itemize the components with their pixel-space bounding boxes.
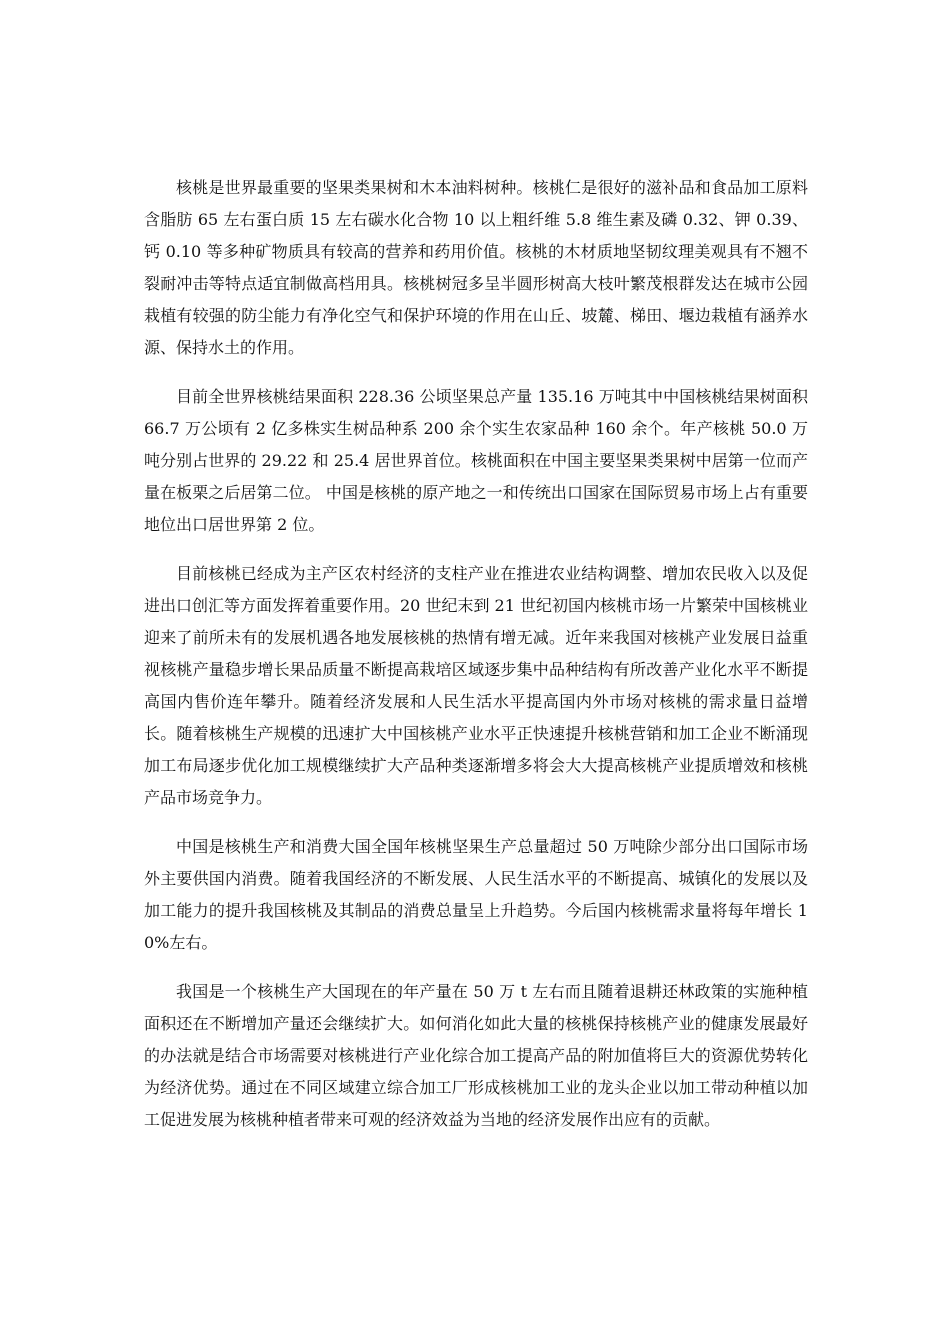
paragraph-processing-outlook: 我国是一个核桃生产大国现在的年产量在 50 万 t 左右而且随着退耕还林政策的实施种植面积还在不断增加产量还会继续扩大。如何消化如此大量的核桃保持核桃产业的健康发展最好的办法就是结合市场需要对核桃进行产业化综合加工提高产品的附加值将巨大的资源优势转化为经济优势。通过在不同区域建立综合加工厂形成核桃加工业的龙头企业以加工带动种植以加工促进发展为核桃种植者带来可观的经济效益为当地的经济发展作出应有的贡献。 bbox=[144, 982, 808, 1129]
paragraph-nutrition-value: 核桃是世界最重要的坚果类果树和木本油料树种。核桃仁是很好的滋补品和食品加工原料含脂肪 65 左右蛋白质 15 左右碳水化合物 10 以上粗纤维 5.8 维生素及磷 0.32、钾 0.39、钙 0.10 等多种矿物质具有较高的营养和药用价值。核桃的木材质地坚韧纹理美观具有不翘不裂耐冲击等特点适宜制做高档用具。核桃树冠多呈半圆形树高大枝叶繁茂根群发达在城市公园栽植有较强的防尘能力有净化空气和保护环境的作用在山丘、坡麓、梯田、堰边栽植有涵养水源、保持水土的作用。 bbox=[144, 178, 808, 357]
paragraph-industry-development: 目前核桃已经成为主产区农村经济的支柱产业在推进农业结构调整、增加农民收入以及促进出口创汇等方面发挥着重要作用。20 世纪末到 21 世纪初国内核桃市场一片繁荣中国核桃业迎来了前所未有的发展机遇各地发展核桃的热情有增无减。近年来我国对核桃产业发展日益重视核桃产量稳步增长果品质量不断提高栽培区域逐步集中品种结构有所改善产业化水平不断提高国内售价连年攀升。随着经济发展和人民生活水平提高国内外市场对核桃的需求量日益增长。随着核桃生产规模的迅速扩大中国核桃产业水平正快速提升核桃营销和加工企业不断涌现加工布局逐步优化加工规模继续扩大产品种类逐渐增多将会大大提高核桃产业提质增效和核桃产品市场竞争力。 bbox=[144, 564, 808, 807]
paragraph-production-statistics: 目前全世界核桃结果面积 228.36 公顷坚果总产量 135.16 万吨其中中国核桃结果树面积 66.7 万公顷有 2 亿多株实生树品种系 200 余个实生农家品种 160 余个。年产核桃 50.0 万吨分别占世界的 29.22 和 25.4 居世界首位。核桃面积在中国主要坚果类果树中居第一位而产量在板栗之后居第二位。 中国是核桃的原产地之一和传统出口国家在国际贸易市场上占有重要地位出口居世界第 2 位。 bbox=[144, 387, 808, 534]
document-body bbox=[144, 172, 808, 1153]
paragraph-consumption: 中国是核桃生产和消费大国全国年核桃坚果生产总量超过 50 万吨除少部分出口国际市场外主要供国内消费。随着我国经济的不断发展、人民生活水平的不断提高、城镇化的发展以及加工能力的提升我国核桃及其制品的消费总量呈上升趋势。今后国内核桃需求量将每年增长 10%左右。 bbox=[144, 837, 808, 952]
